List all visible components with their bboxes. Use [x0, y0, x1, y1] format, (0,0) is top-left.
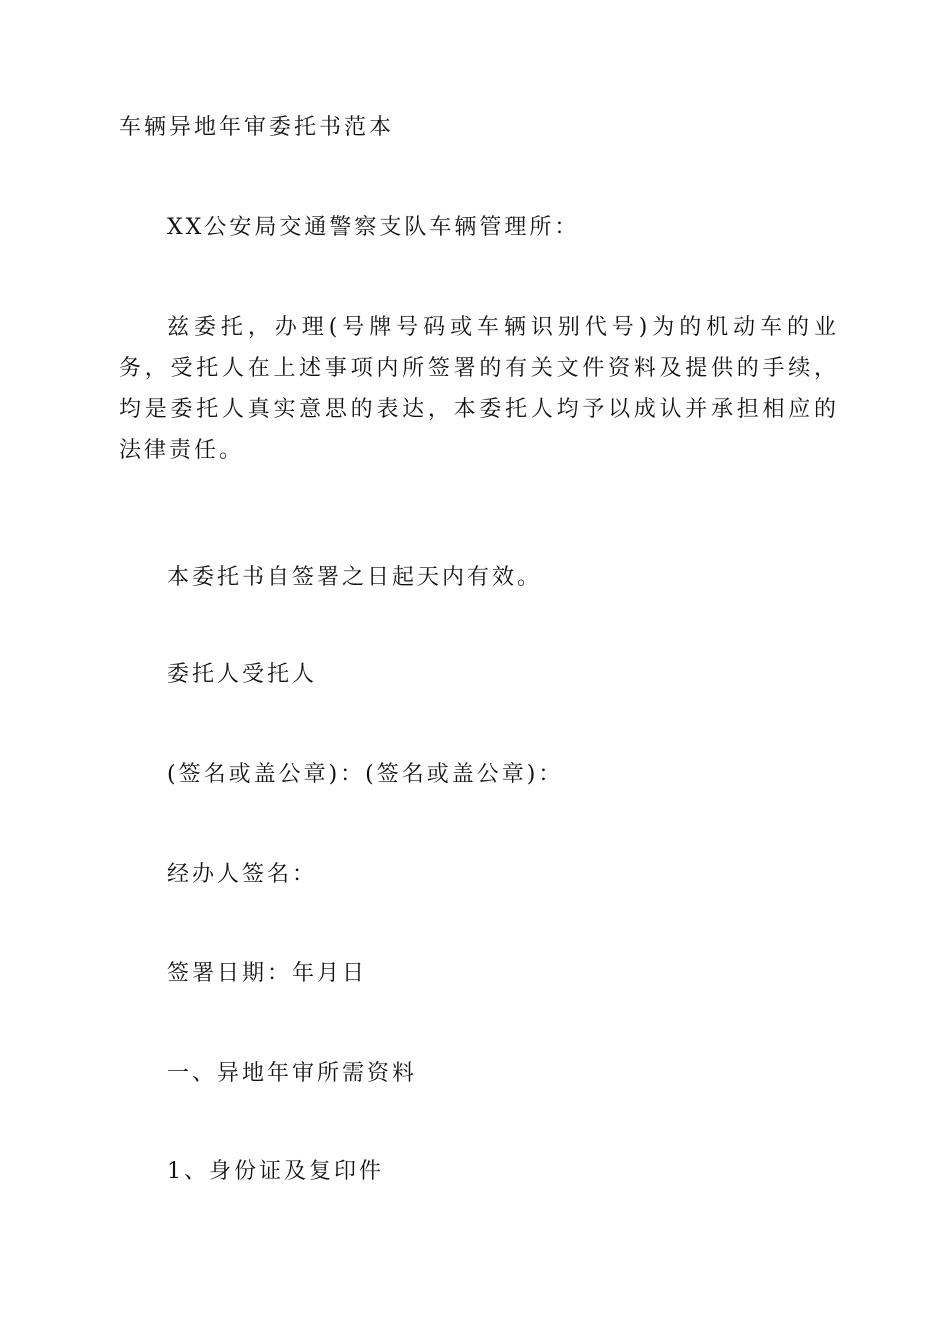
list-item: 1、身份证及复印件: [167, 1159, 384, 1184]
addressee-line: XX公安局交通警察支队车辆管理所：: [167, 215, 580, 240]
parties-line: 委托人受托人: [167, 662, 318, 687]
body-paragraph: 兹委托，办理(号牌号码或车辆识别代号)为的机动车的业务，受托人在上述事项内所签署的有关文件资料及提供的手续，均是委托人真实意思的表达，本委托人均予以成认并承担相应的法律责任。: [119, 315, 839, 463]
validity-line: 本委托书自签署之日起天内有效。: [167, 565, 543, 590]
sign-date-line: 签署日期：年月日: [167, 961, 368, 986]
section-heading: 一、异地年审所需资料: [167, 1061, 418, 1086]
document-title: 车辆异地年审委托书范本: [119, 115, 395, 140]
signature-line: (签名或盖公章)：(签名或盖公章)：: [167, 762, 564, 787]
handler-signature-line: 经办人签名：: [167, 862, 318, 887]
